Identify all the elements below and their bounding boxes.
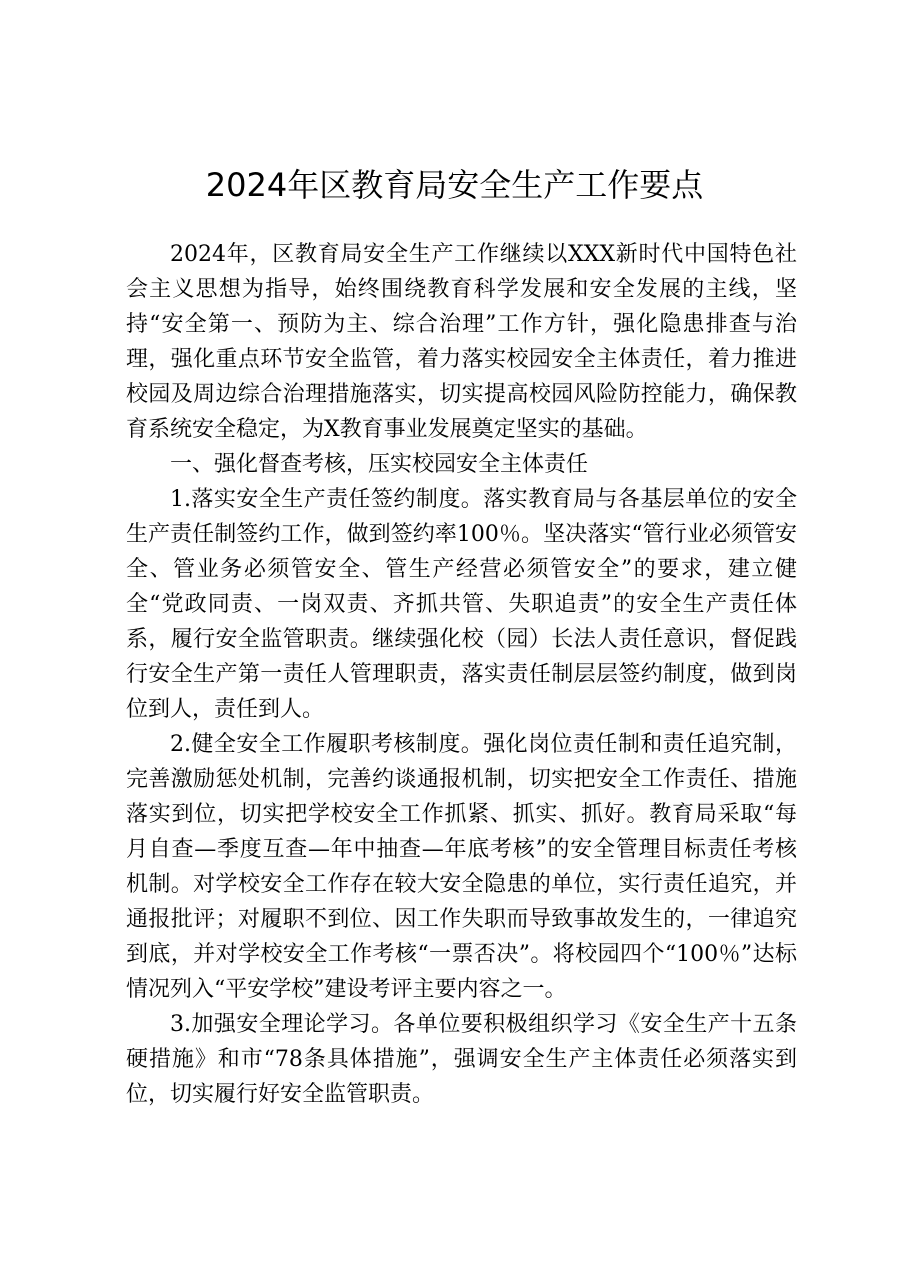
section1-item-1: 1.落实安全生产责任签约制度。落实教育局与各基层单位的安全生产责任制签约工作，做到签约率100％。坚决落实“管行业必须管安全、管业务必须管安全、管生产经营必须管安全”的要求，建立健全“党政同责、一岗双责、齐抓共管、失职追责”的安全生产责任体系，履行安全监管职责。继续强化校（园）长法人责任意识，督促践行安全生产第一责任人管理职责，落实责任制层层签约制度，做到岗位到人，责任到人。 bbox=[126, 487, 797, 722]
intro-paragraph: 2024年，区教育局安全生产工作继续以XXX新时代中国特色社会主义思想为指导，始终围绕教育科学发展和安全发展的主线，坚持“安全第一、预防为主、综合治理”工作方针，强化隐患排查与治理，强化重点环节安全监管，着力落实校园安全主体责任，着力推进校园及周边综合治理措施落实，切实提高校园风险防控能力，确保教育系统安全稳定，为X教育事业发展奠定坚实的基础。 bbox=[126, 242, 797, 442]
section1-item-2: 2.健全安全工作履职考核制度。强化岗位责任制和责任追究制，完善激励惩处机制，完善约谈通报机制，切实把安全工作责任、措施落实到位，切实把学校安全工作抓紧、抓实、抓好。教育局采取“每月自查—季度互查—年中抽查—年底考核”的安全管理目标责任考核机制。对学校安全工作存在较大安全隐患的单位，实行责任追究，并通报批评；对履职不到位、因工作失职而导致事故发生的，一律追究到底，并对学校安全工作考核“一票否决”。将校园四个“100％”达标情况列入“平安学校”建设考评主要内容之一。 bbox=[126, 732, 797, 1002]
document-body bbox=[126, 237, 797, 1112]
section-heading-1: 一、强化督查考核，压实校园安全主体责任 bbox=[170, 452, 589, 477]
document-title: 2024年区教育局安全生产工作要点 bbox=[205, 166, 704, 204]
section1-item-3: 3.加强安全理论学习。各单位要积极组织学习《安全生产十五条硬措施》和市“78条具体措施”，强调安全生产主体责任必须落实到位，切实履行好安全监管职责。 bbox=[126, 1012, 797, 1107]
